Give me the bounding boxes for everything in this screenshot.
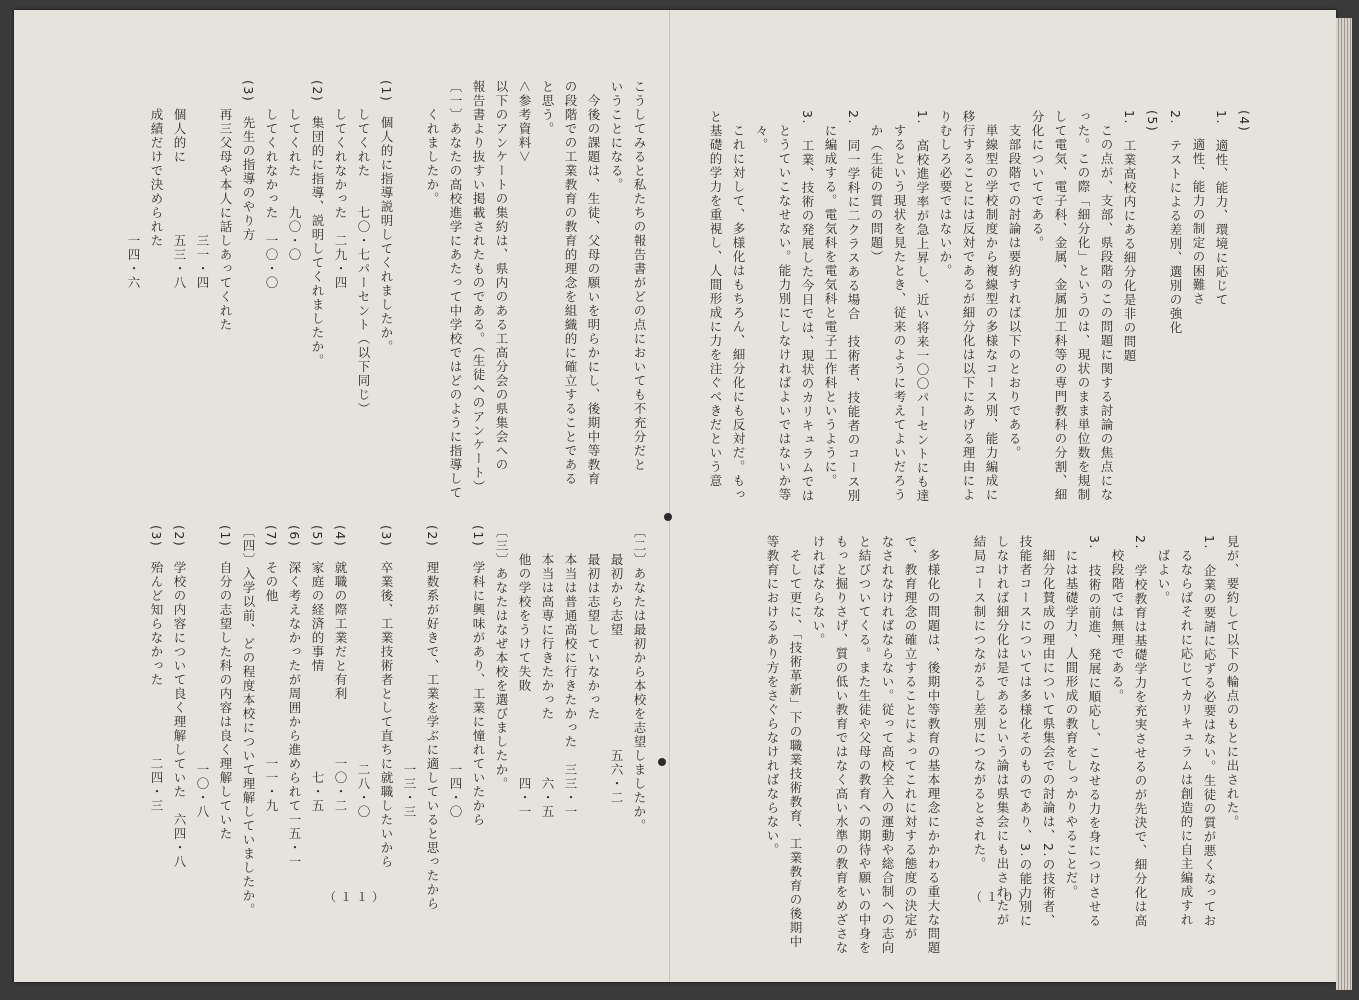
text-line: (1) 自分の志望した科の内容は良く理解していた	[218, 525, 233, 842]
text-line: 二八・〇	[356, 525, 371, 819]
text-line: (2) 理数系が好きで、工業を学ぶに適していると思ったから	[425, 525, 440, 912]
text-line: 本当は高専に行きたかった 六・五	[540, 525, 555, 819]
text-line: 適性、能力の制定の困難さ	[1191, 110, 1206, 306]
text-line: の段階での工業教育の教育的理念を組織的に確立することである	[563, 80, 578, 486]
text-line	[398, 80, 421, 500]
text-line: この点が、支部、県段階のこの問題に関する討論の焦点にな	[1099, 110, 1114, 502]
text-line: 1. 企業の要請に応ずる必要はない。生徒の質が悪くなってお	[1202, 535, 1217, 928]
text-line: に編成する。電気科を電気科と電子工作科というように。	[823, 110, 838, 488]
text-line: 本当は普通高校に行きたかった 三三・一	[563, 525, 578, 819]
text-line: ばよい。	[1156, 535, 1171, 605]
text-line: 校段階では無理である。	[1110, 535, 1125, 703]
text-line: 細分化賛成の理由について県集会での討論は、2.の技術者、	[1041, 535, 1056, 928]
text-line: (1) 学科に興味があり、工業に憧れていたから	[471, 525, 486, 828]
text-line: して電気、電子科、金属、金属加工科等の専門教科の分割、細	[1053, 110, 1068, 502]
text-line: 成績だけで決められた	[149, 80, 164, 248]
text-line: (4)	[1237, 110, 1252, 133]
text-line: してくれた 七〇・七パーセント（以下同じ）	[356, 80, 371, 416]
text-line: 一〇・八	[195, 525, 210, 819]
page-number-right: （１０）	[970, 890, 1035, 904]
text-line: か（生徒の質の問題）	[869, 110, 884, 264]
text-line: 最初から志望 五六・二	[609, 525, 624, 805]
text-line: してくれなかった 一〇・〇	[264, 80, 279, 290]
text-line: (3) 殆んど知らなかった 二四・三	[149, 525, 164, 814]
text-line: 1. 適性、能力、環境に応じて	[1214, 110, 1229, 307]
text-line: 技能者コースについては多様化そのものであり、3.の能力別に	[1018, 535, 1033, 928]
page-number-left: （１１）	[324, 890, 389, 904]
text-line: 最初は志望していなかった	[586, 525, 601, 721]
text-line: 1. 高校進学率が急上昇し、近い将来一〇〇パーセントにも達	[915, 110, 930, 503]
text-line: (2) 集団的に指導、説明してくれましたか。	[310, 80, 325, 369]
text-line: った。この際「細分化」というのは、現状のまま単位数を規制	[1076, 110, 1091, 502]
right-page-upper-text	[704, 110, 1256, 510]
text-line: 一三・三	[402, 525, 417, 819]
text-line: とうていこなせない。能力別にしなければよいではないか等	[777, 110, 792, 502]
text-line: (2) 学校の内容について良く理解していた 六四・八	[172, 525, 187, 870]
text-line: (4) 就職の際工業だと有利 一〇・二	[333, 525, 348, 814]
text-line: 2. テストによる差別、選別の強化	[1168, 110, 1183, 335]
text-line: してくれた 九〇・〇	[287, 80, 302, 262]
text-line: には基礎学力、人間形成の教育をしっかりやることだ。	[1064, 535, 1079, 899]
text-line: 以下のアンケートの集約は、県内のある工高分会の県集会への	[494, 80, 509, 472]
text-line: 見が、要約して以下の輪点のもとに出された。	[1225, 535, 1240, 829]
text-line: してくれなかった 二九・四	[333, 80, 348, 290]
text-line: (3) 卒業後、工業技術者として直ちに就職したいから	[379, 525, 394, 870]
text-line: と基礎的学力を重視し、人間形成に力を注ぐべきだという意	[708, 110, 723, 488]
text-line: 単線型の学校制度から複線型の多様なコース別、能力編成に	[984, 110, 999, 502]
text-line: もっと掘りさげ、質の低い教育ではなく高い水準の教育をめざさな	[834, 535, 849, 955]
text-line: 報告書より抜すい掲載されたものである。（生徒へのアンケート）	[471, 80, 486, 494]
text-line: るならばそれに応じてカリキュラムは創造的に自主編成すれ	[1179, 535, 1194, 927]
text-line: 等教育におけるあり方をさぐらなければならない。	[765, 535, 780, 857]
text-line: 個人的に 五三・八	[172, 80, 187, 290]
text-line: くれましたか。	[425, 80, 440, 206]
text-line: するという現状を見たとき、従来のように考えてよいだろう	[892, 110, 907, 502]
text-line: 今後の課題は、生徒、父母の願いを明らかにし、後期中等教育	[586, 80, 601, 486]
text-line: 三一・四	[195, 80, 210, 290]
text-line	[945, 535, 968, 895]
left-page	[14, 10, 670, 982]
text-line: 再三父母や本人に話しあってくれた	[218, 80, 233, 332]
text-line: 々。	[754, 110, 769, 152]
text-line: 他の学校をうけて失敗 四・一	[517, 525, 532, 819]
document-spread	[14, 10, 1336, 982]
text-line: (5)	[1145, 110, 1160, 133]
text-line: 2. 学校教育は基礎学力を充実させるのが先決で、細分化は高	[1133, 535, 1148, 928]
text-line: 〔三〕あなたはなぜ本校を選びましたか。	[494, 525, 509, 791]
binding-hole-bottom	[658, 758, 666, 766]
left-page-upper-text	[122, 80, 651, 500]
text-line: 〔一〕あなたの高校進学にあたって中学校ではどのように指導して	[448, 80, 463, 500]
text-line: と思う。	[540, 80, 555, 136]
text-line: 3. 工業、技術の発展した今日では、現状のカリキュラムでは	[800, 110, 815, 503]
text-line: (5) 家庭の経済的事情 七・五	[310, 525, 325, 814]
text-line: 支部段階での討論は要約すれば以下のとおりである。	[1007, 110, 1022, 460]
text-line: 多様化の問題は、後期中等教育の基本理念にかかわる重大な問題	[926, 535, 941, 955]
text-line: 〔四〕入学以前、どの程度本校について理解していましたか。	[241, 525, 256, 917]
text-line: 移行することには反対であるが細分化は以下にあげる理由によ	[961, 110, 976, 502]
text-line: (7) その他 一一・九	[264, 525, 279, 814]
text-line: 一四・〇	[448, 525, 463, 819]
text-line: (6) 深く考えなかったが周囲から進められて一五・一	[287, 525, 302, 870]
text-line: ければならない。	[811, 535, 826, 647]
text-line: これに対して、多様化はもちろん、細分化にも反対だ。もっ	[731, 110, 746, 502]
text-line: で、教育理念の確立することによってこれに対する態度の決定が	[903, 535, 918, 941]
text-line: 結局コース制につながるし差別につながるとされた。	[972, 535, 987, 871]
text-line: (3) 先生の指導のやり方	[241, 80, 256, 243]
text-line: 3. 技術の前進、発展に順応し、こなせる力を身につけさせる	[1087, 535, 1102, 928]
text-line: 1. 工業高校内にある細分化是非の問題	[1122, 110, 1137, 363]
text-line: 分化についてである。	[1030, 110, 1045, 250]
text-line: 〔二〕あなたは最初から本校を志望しましたか。	[632, 525, 647, 833]
text-line: 一四・六	[126, 80, 141, 290]
binding-hole-top	[664, 513, 672, 521]
text-line: しなければ細分化は是であるという論は県集会にも出されたが	[995, 535, 1010, 927]
right-page	[670, 10, 1336, 982]
text-line: (1) 個人的に指導説明してくれましたか。	[379, 80, 394, 355]
text-line: 2. 同一学科に二クラスある場合 技術者、技能者のコース別	[846, 110, 861, 503]
text-line: ＜参考資料＞	[517, 80, 532, 165]
text-line: りむしろ必要ではないか。	[938, 110, 953, 278]
text-line: と結びついてくる。また生徒や父母の教育への期待や願いの中身を	[857, 535, 872, 955]
text-line: そして更に、「技術革新」下の職業技術教育、工業教育の後期中	[788, 535, 803, 949]
text-line: いうことになる。	[609, 80, 624, 192]
text-line: こうしてみると私たちの報告書がどの点においても不充分だと	[632, 80, 647, 472]
text-line: なされなければならない。従って高校全入の運動や総合制への志向	[880, 535, 895, 955]
page-edges	[1336, 18, 1352, 990]
